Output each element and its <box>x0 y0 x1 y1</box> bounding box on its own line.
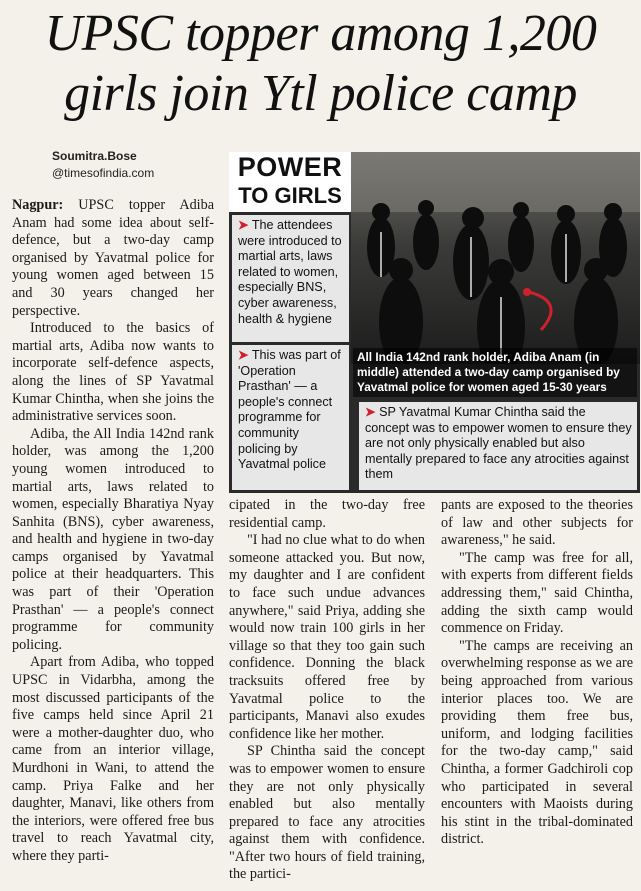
graphic-title-line-2: TO GIRLS <box>238 183 342 208</box>
fact-bullet-text: This was part of 'Operation Prasthan' — a people's connect programme for community policing by Yavatmal police <box>238 348 341 472</box>
photo-caption: All India 142nd rank holder, Adiba Anam (in middle) attended a two-day camp organised by Yavatmal police for women aged 15-30 years <box>353 348 637 397</box>
headline-line-1: UPSC topper among 1,200 <box>44 5 597 62</box>
fact-bullet-text: SP Yavatmal Kumar Chintha said the concept was to empower women to ensure they are not only physically enabled but also mentally prepared to face any atrocities against them <box>365 405 632 482</box>
fact-bullet-text: The attendees were introduced to martial arts, laws related to women, especially BNS, cyber awareness, health & hygiene <box>238 218 342 326</box>
red-arrow-icon: ➤ <box>365 405 376 419</box>
article-paragraph: pants are exposed to the theories of law and other subjects for awareness," he said. <box>441 497 633 549</box>
camp-photo-illustration <box>351 152 640 364</box>
article-column-1 <box>12 197 214 866</box>
fact-bullet-sp-quote <box>359 402 637 490</box>
red-arrow-icon: ➤ <box>238 348 249 362</box>
byline-handle: @timesofindia.com <box>52 166 155 180</box>
byline <box>52 148 154 182</box>
article-paragraph: "The camp was free for all, with experts from different fields addressing them," said Chintha, adding the sixth camp would commence on Friday. <box>441 549 633 637</box>
article-paragraph: "I had no clue what to do when someone attacked you. But now, my daughter and I are confident to face such undue advances anywhere," said Priya, adding she would now train 100 girls in her village so that they too gain such confidence. Donning the black tracksuits offered free by Yavatmal police to the participants, Manavi also exudes confidence like her mother. <box>229 532 425 742</box>
byline-author: Soumitra.Bose <box>52 149 137 163</box>
article-paragraph: "The camps are receiving an overwhelming response as we are being approached from various interior places too. We are providing them free bus, uniform, and lodging facilities for the two-day camp," said Chintha, a former Gadchiroli cop who participated in several encounters with Maoists during his stint in the tribal-dominated district. <box>441 637 633 848</box>
headline <box>0 4 641 124</box>
headline-line-2: girls join Ytl police camp <box>64 65 577 122</box>
article-paragraph: Introduced to the basics of martial arts, Adiba now wants to incorporate self-defence aspects, along the lines of SP Yavatmal Kumar Chintha, when she joins the administrative services soon. <box>12 320 214 425</box>
article-paragraph: SP Chintha said the concept was to empower women to ensure they are not only physically enabled but also mentally prepared to face any atrocities against them with confidence. "After two hours of field training, the partici- <box>229 743 425 883</box>
fact-bullet-attendees <box>232 215 349 342</box>
camp-photo <box>351 152 640 364</box>
red-arrow-icon: ➤ <box>238 218 249 232</box>
article-paragraph: cipated in the two-day free residential camp. <box>229 497 425 531</box>
paragraph-text: UPSC topper Adiba Anam had some idea about self-defence, but a two-day camp organised by Yavatmal police for young women aged between 15 and 30 years changed her perspective. <box>12 197 215 319</box>
power-to-girls-graphic <box>229 152 640 493</box>
fact-bullet-operation-prasthan <box>232 345 349 490</box>
graphic-title <box>229 152 351 212</box>
article-paragraph: Adiba, the All India 142nd rank holder, was among the 1,200 young women introduced to martial arts, laws related to women, especially Bharatiya Nyay Sanhita (BNS), cyber awareness, and health and hygiene in two-day camps organised by Yavatmal police at their headquarters. This was part of their 'Operation Prasthan' — a people's connect programme for community policing. <box>12 425 214 653</box>
article-column-2 <box>229 497 425 884</box>
article-column-3 <box>441 497 633 849</box>
article-paragraph <box>12 197 214 320</box>
graphic-title-line-1: POWER <box>237 152 343 182</box>
dateline: Nagpur: <box>12 197 64 213</box>
article-paragraph: Apart from Adiba, who topped UPSC in Vidarbha, among the most discussed participants of the five camps held since April 21 were a mother-daughter duo, who came from an interior village, Murdhoni in Wani, to attend the camp. Priya Falke and her daughter, Manavi, like others from the interiors, were offered free bus travel to reach Yavatmal city, where they parti- <box>12 654 214 864</box>
